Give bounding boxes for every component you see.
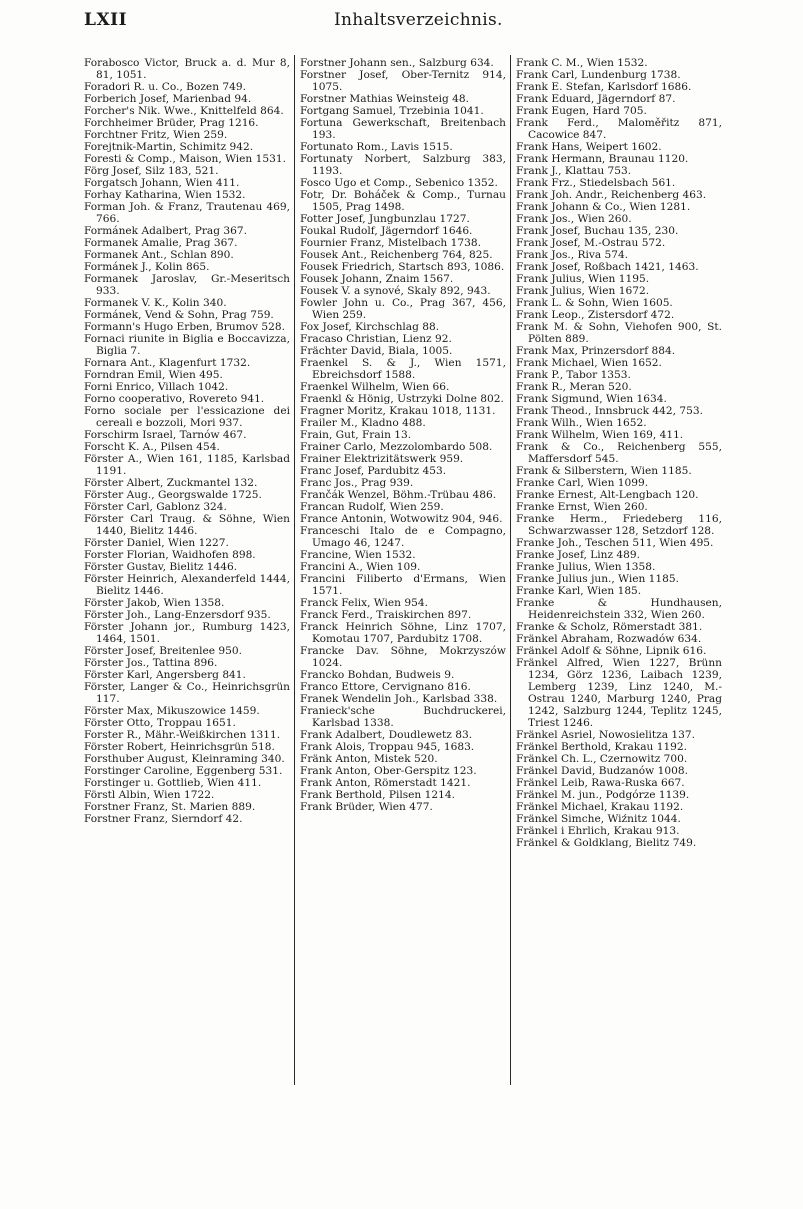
index-entry: Förster Max, Mikuszowice 1459.	[84, 705, 260, 717]
index-entry: Forstner Josef, Ober-Ternitz 914, 1075.	[300, 69, 506, 93]
index-entry: Forschirm Israel, Tarnów 467.	[84, 429, 247, 441]
index-entry: Forscht K. A., Pilsen 454.	[84, 441, 220, 453]
index-entry: Frank C. M., Wien 1532.	[516, 57, 648, 69]
index-entry: Fränkel Abraham, Rozwadów 634.	[516, 633, 702, 645]
index-entry: Fortuna Gewerkschaft, Breitenbach 193.	[300, 117, 506, 141]
index-entry: Frainer Carlo, Mezzolombardo 508.	[300, 441, 493, 453]
index-entry: Frank Leop., Zistersdorf 472.	[516, 309, 675, 321]
index-entry: Franke & Scholz, Römerstadt 381.	[516, 621, 703, 633]
index-entry: Fracaso Christian, Lienz 92.	[300, 333, 452, 345]
index-entry: Fornaci riunite in Biglia e Boccavizza, Biglia 7.	[84, 333, 290, 357]
index-entry: Fotr, Dr. Boháček & Comp., Turnau 1505, Prag 1498.	[300, 189, 506, 213]
index-entry: Frank Eduard, Jägerndorf 87.	[516, 93, 676, 105]
index-entry: Förster A., Wien 161, 1185, Karlsbad 1191.	[84, 453, 290, 477]
index-entry: Fränkel Simche, Wiźnitz 1044.	[516, 813, 681, 825]
index-entry: Fränkel David, Budzanów 1008.	[516, 765, 688, 777]
index-entry: Frank Wilh., Wien 1652.	[516, 417, 647, 429]
index-column-3	[516, 57, 722, 849]
index-entry: Förster Daniel, Wien 1227.	[84, 537, 229, 549]
index-entry: Fortgang Samuel, Trzebinia 1041.	[300, 105, 484, 117]
index-entry: Frank & Silberstern, Wien 1185.	[516, 465, 692, 477]
index-entry: Frank Hermann, Braunau 1120.	[516, 153, 689, 165]
index-entry: Frank Jos., Riva 574.	[516, 249, 629, 261]
index-entry: Fousek V. a synové, Skaly 892, 943.	[300, 285, 491, 297]
index-entry: Frain, Gut, Frain 13.	[300, 429, 412, 441]
index-entry: Frank Joh. Andr., Reichenberg 463.	[516, 189, 707, 201]
index-entry: Forgatsch Johann, Wien 411.	[84, 177, 240, 189]
index-entry: Frank Julius, Wien 1195.	[516, 273, 650, 285]
index-entry: Fortunato Rom., Lavis 1515.	[300, 141, 453, 153]
index-entry: Frank Hans, Weipert 1602.	[516, 141, 662, 153]
index-entry: Frank Adalbert, Doudlewetz 83.	[300, 729, 473, 741]
index-entry: Förster Gustav, Bielitz 1446.	[84, 561, 238, 573]
index-entry: Förster Jos., Tattina 896.	[84, 657, 218, 669]
index-entry: Frainer Elektrizitätswerk 959.	[300, 453, 464, 465]
index-entry: Fränkel Leib, Rawa-Ruska 667.	[516, 777, 685, 789]
index-entry: Fousek Johann, Znaim 1567.	[300, 273, 454, 285]
index-entry: Formanek Amalie, Prag 367.	[84, 237, 238, 249]
index-entry: Förg Josef, Silz 183, 521.	[84, 165, 219, 177]
index-entry: Frank Carl, Lundenburg 1738.	[516, 69, 681, 81]
index-entry: Forchtner Fritz, Wien 259.	[84, 129, 228, 141]
index-entry: Fränkel i Ehrlich, Krakau 913.	[516, 825, 680, 837]
index-entry: Frank Anton, Römerstadt 1421.	[300, 777, 471, 789]
index-entry: Förster Heinrich, Alexanderfeld 1444, Bielitz 1446.	[84, 573, 290, 597]
index-entry: Forno sociale per l'essicazione dei cereali e bozzoli, Mori 937.	[84, 405, 290, 429]
index-entry: Fosco Ugo et Comp., Sebenico 1352.	[300, 177, 498, 189]
index-entry: Forejtnik-Martin, Schimitz 942.	[84, 141, 254, 153]
index-entry: Fränkel Adolf & Söhne, Lipnik 616.	[516, 645, 707, 657]
index-entry: Forhay Katharina, Wien 1532.	[84, 189, 246, 201]
index-column-1	[84, 57, 290, 825]
index-entry: Francini Filiberto d'Ermans, Wien 1571.	[300, 573, 506, 597]
index-entry: Forstinger u. Gottlieb, Wien 411.	[84, 777, 262, 789]
index-entry: Förster Johann jor., Rumburg 1423, 1464, 1501.	[84, 621, 290, 645]
index-entry: Fränkel M. jun., Podgórze 1139.	[516, 789, 690, 801]
index-entry: Forstner Mathias Weinsteig 48.	[300, 93, 470, 105]
index-entry: Frank E. Stefan, Karlsdorf 1686.	[516, 81, 692, 93]
index-entry: Frächter David, Biala, 1005.	[300, 345, 453, 357]
index-entry: Franke Joh., Teschen 511, Wien 495.	[516, 537, 714, 549]
index-entry: Fränkel Berthold, Krakau 1192.	[516, 741, 688, 753]
index-entry: Förster Carl, Gablonz 324.	[84, 501, 227, 513]
index-entry: Frančák Wenzel, Böhm.-Trübau 486.	[300, 489, 497, 501]
index-entry: Fousek Ant., Reichenberg 764, 825.	[300, 249, 493, 261]
index-entry: Francko Bohdan, Budweis 9.	[300, 669, 455, 681]
index-entry: Förster Joh., Lang-Enzersdorf 935.	[84, 609, 271, 621]
index-entry: Frank Brüder, Wien 477.	[300, 801, 433, 813]
index-entry: Forstner Franz, St. Marien 889.	[84, 801, 256, 813]
index-entry: Formann's Hugo Erben, Brumov 528.	[84, 321, 285, 333]
index-entry: Foradori R. u. Co., Bozen 749.	[84, 81, 246, 93]
index-entry: Formanek Jaroslav, Gr.-Meseritsch 933.	[84, 273, 290, 297]
index-entry: Fraenkl & Hönig, Ustrzyki Dolne 802.	[300, 393, 504, 405]
index-entry: Frank Ferd., Maloměřitz 871, Cacowice 847.	[516, 117, 722, 141]
index-entry: Franck Ferd., Traiskirchen 897.	[300, 609, 472, 621]
index-entry: Franke Josef, Linz 489.	[516, 549, 641, 561]
index-entry: Franke Julius jun., Wien 1185.	[516, 573, 679, 585]
index-entry: Franc Jos., Prag 939.	[300, 477, 414, 489]
index-entry: Franke Karl, Wien 185.	[516, 585, 642, 597]
index-entry: Frank Frz., Stiedelsbach 561.	[516, 177, 676, 189]
index-entry: Fousek Friedrich, Startsch 893, 1086.	[300, 261, 505, 273]
index-entry: Franieck'sche Buchdruckerei, Karlsbad 1338.	[300, 705, 506, 729]
index-entry: Francan Rudolf, Wien 259.	[300, 501, 444, 513]
index-entry: Franc Josef, Pardubitz 453.	[300, 465, 447, 477]
index-entry: Formánek Adalbert, Prag 367.	[84, 225, 247, 237]
index-entry: Foukal Rudolf, Jägerndorf 1646.	[300, 225, 473, 237]
index-entry: Fränkel Alfred, Wien 1227, Brünn 1234, Görz 1236, Laibach 1239, Lemberg 1239, Linz 1240, M.-Ostrau 1240, Marburg 1240, Prag 1242, Salzburg 1244, Teplitz 1245, Triest 1246.	[516, 657, 722, 729]
index-entry: Frank Alois, Troppau 945, 1683.	[300, 741, 475, 753]
column-divider	[510, 55, 511, 1085]
index-entry: Frank Wilhelm, Wien 169, 411.	[516, 429, 684, 441]
index-entry: Fränkel Michael, Krakau 1192.	[516, 801, 684, 813]
index-entry: Förstl Albin, Wien 1722.	[84, 789, 215, 801]
index-entry: Forsthuber August, Kleinraming 340.	[84, 753, 285, 765]
index-entry: Fortunaty Norbert, Salzburg 383, 1193.	[300, 153, 506, 177]
index-entry: Frank Julius, Wien 1672.	[516, 285, 650, 297]
index-entry: Frank Johann & Co., Wien 1281.	[516, 201, 691, 213]
index-entry: Francini A., Wien 109.	[300, 561, 421, 573]
index-entry: Frank Sigmund, Wien 1634.	[516, 393, 667, 405]
index-entry: Fox Josef, Kirchschlag 88.	[300, 321, 440, 333]
index-entry: Franke Julius, Wien 1358.	[516, 561, 656, 573]
index-entry: Forster R., Mähr.-Weißkirchen 1311.	[84, 729, 281, 741]
index-entry: Frank Theod., Innsbruck 442, 753.	[516, 405, 703, 417]
index-entry: Fraenkel S. & J., Wien 1571, Ebreichsdorf 1588.	[300, 357, 506, 381]
index-entry: Förster Karl, Angersberg 841.	[84, 669, 246, 681]
index-entry: Forabosco Victor, Bruck a. d. Mur 8, 81, 1051.	[84, 57, 290, 81]
index-entry: Förster Aug., Georgswalde 1725.	[84, 489, 262, 501]
index-entry: Frank Josef, Roßbach 1421, 1463.	[516, 261, 699, 273]
index-entry: Frank & Co., Reichenberg 555, Maffersdorf 545.	[516, 441, 722, 465]
index-entry: Förster Robert, Heinrichsgrün 518.	[84, 741, 275, 753]
index-entry: Förster Albert, Zuckmantel 132.	[84, 477, 258, 489]
index-entry: Förster, Langer & Co., Heinrichsgrün 117.	[84, 681, 290, 705]
index-entry: Franceschi Italo de e Compagno, Umago 46, 1247.	[300, 525, 506, 549]
index-entry: Förster Josef, Breitenlee 950.	[84, 645, 242, 657]
index-entry: Franco Ettore, Cervignano 816.	[300, 681, 471, 693]
index-entry: Fränkel Ch. L., Czernowitz 700.	[516, 753, 688, 765]
page-number: LXII	[84, 10, 128, 30]
index-entry: Franke Ernst, Wien 260.	[516, 501, 648, 513]
index-entry: Frank Jos., Wien 260.	[516, 213, 632, 225]
index-entry: Forndran Emil, Wien 495.	[84, 369, 223, 381]
index-entry: Forstinger Caroline, Eggenberg 531.	[84, 765, 283, 777]
index-entry: Förster Jakob, Wien 1358.	[84, 597, 225, 609]
index-entry: Frank Josef, Buchau 135, 230.	[516, 225, 679, 237]
index-entry: Frailer M., Kladno 488.	[300, 417, 426, 429]
index-entry: Franck Heinrich Söhne, Linz 1707, Komotau 1707, Pardubitz 1708.	[300, 621, 506, 645]
index-entry: Franke Herm., Friedeberg 116, Schwarzwasser 128, Setzdorf 128.	[516, 513, 722, 537]
index-entry: Formánek, Vend & Sohn, Prag 759.	[84, 309, 274, 321]
index-entry: Fotter Josef, Jungbunzlau 1727.	[300, 213, 470, 225]
index-entry: Forster Florian, Waidhofen 898.	[84, 549, 256, 561]
index-entry: Forcher's Nik. Wwe., Knittelfeld 864.	[84, 105, 284, 117]
index-entry: Forstner Franz, Sierndorf 42.	[84, 813, 243, 825]
index-entry: Fränkel Asriel, Nowosielitza 137.	[516, 729, 696, 741]
index-entry: Forberich Josef, Marienbad 94.	[84, 93, 252, 105]
index-entry: Francke Dav. Söhne, Mokrzyszów 1024.	[300, 645, 506, 669]
index-entry: Foresti & Comp., Maison, Wien 1531.	[84, 153, 286, 165]
index-entry: Franke Carl, Wien 1099.	[516, 477, 649, 489]
index-entry: Frank L. & Sohn, Wien 1605.	[516, 297, 673, 309]
index-entry: Forman Joh. & Franz, Trautenau 469, 766.	[84, 201, 290, 225]
index-entry: Forno cooperativo, Rovereto 941.	[84, 393, 265, 405]
index-column-2	[300, 57, 506, 813]
index-entry: Fränk Anton, Mistek 520.	[300, 753, 438, 765]
index-entry: Frank Eugen, Hard 705.	[516, 105, 647, 117]
index-entry: Frank Anton, Ober-Gerspitz 123.	[300, 765, 477, 777]
page-title: Inhaltsverzeichnis.	[334, 10, 503, 30]
index-entry: Fränkel & Goldklang, Bielitz 749.	[516, 837, 697, 849]
index-entry: Forni Enrico, Villach 1042.	[84, 381, 229, 393]
index-entry: Frank P., Tabor 1353.	[516, 369, 631, 381]
index-entry: France Antonin, Wotwowitz 904, 946.	[300, 513, 503, 525]
index-entry: Frank M. & Sohn, Viehofen 900, St. Pölten 889.	[516, 321, 722, 345]
index-entry: Franke & Hundhausen, Heidenreichstein 332, Wien 260.	[516, 597, 722, 621]
index-entry: Formanek V. K., Kolin 340.	[84, 297, 227, 309]
index-entry: Frank Berthold, Pilsen 1214.	[300, 789, 455, 801]
index-entry: Formanek Ant., Schlan 890.	[84, 249, 234, 261]
page-header	[84, 10, 714, 38]
index-entry: Franke Ernest, Alt-Lengbach 120.	[516, 489, 699, 501]
index-entry: Frank R., Meran 520.	[516, 381, 632, 393]
index-entry: Förster Carl Traug. & Söhne, Wien 1440, Bielitz 1446.	[84, 513, 290, 537]
index-entry: Fraenkel Wilhelm, Wien 66.	[300, 381, 450, 393]
index-entry: Fowler John u. Co., Prag 367, 456, Wien 259.	[300, 297, 506, 321]
index-entry: Forchheimer Brüder, Prag 1216.	[84, 117, 259, 129]
index-entry: Frank Max, Prinzersdorf 884.	[516, 345, 676, 357]
index-entry: Förster Otto, Troppau 1651.	[84, 717, 236, 729]
index-entry: Frank J., Klattau 753.	[516, 165, 632, 177]
index-entry: Frank Michael, Wien 1652.	[516, 357, 662, 369]
index-entry: Forstner Johann sen., Salzburg 634.	[300, 57, 494, 69]
index-entry: Fragner Moritz, Krakau 1018, 1131.	[300, 405, 496, 417]
index-entry: Fornara Ant., Klagenfurt 1732.	[84, 357, 251, 369]
index-entry: Franek Wendelin Joh., Karlsbad 338.	[300, 693, 498, 705]
index-entry: Formánek J., Kolin 865.	[84, 261, 210, 273]
index-entry: Franck Felix, Wien 954.	[300, 597, 428, 609]
index-entry: Frank Josef, M.-Ostrau 572.	[516, 237, 666, 249]
column-divider	[294, 55, 295, 1085]
index-entry: Francine, Wien 1532.	[300, 549, 416, 561]
index-entry: Fournier Franz, Mistelbach 1738.	[300, 237, 481, 249]
